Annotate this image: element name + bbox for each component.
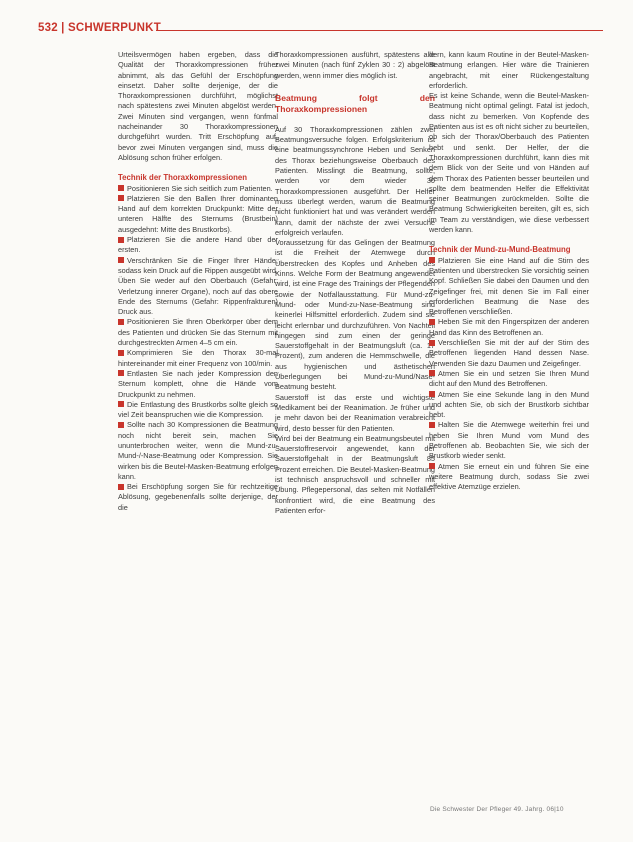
page-footer: Die Schwester Der Pfleger 49. Jahrg. 06|10: [430, 806, 564, 813]
col1-bullet: Entlasten Sie nach jeder Kompression den Sternum komplett, ohne die Hände vom Druckpunkt zu nehmen.: [118, 368, 278, 399]
col1-bullet: Platzieren Sie den Ballen Ihrer dominanten Hand auf dem korrekten Druckpunkt: Mitte der unteren Hälfte des Sternums (Brustbein) ausgedehnt: Mitte des Brustkorbs).: [118, 193, 278, 234]
col3-technique-heading: Technik der Mund-zu-Mund-Beatmung: [429, 245, 571, 255]
page-header: [38, 22, 603, 40]
col2-paragraph: Sauerstoff ist das erste und wichtigste Medikament bei der Reanimation. Je früher und je mehr davon bei der Reanimation verabreicht wird, desto besser für den Patienten.: [275, 392, 435, 433]
col1-intro: Urteilsvermögen haben ergeben, dass die Qualität der Thoraxkompressionen früher abnimmt, als das Gefühl der Erschöpfung einsetzt. Daher sollte derjenige, der die Thoraxkompressionen durchführt, möglichst nach spätestens zwei Minuten abgelöst werden. Zwei Minuten sind vergangen, wenn fünfmal nacheinander 30 Thoraxkompressionen durchgeführt wurden. Tritt Erschöpfung auf, bevor zwei Minuten vergangen sind, muss die Ablösung schon früher erfolgen.: [118, 50, 278, 162]
col2-section-title: Beatmung folgt den Thoraxkompressionen: [275, 92, 435, 114]
col1-bullet: Die Entlastung des Brustkorbs sollte gleich so viel Zeit beanspruchen wie die Kompression.: [118, 399, 278, 420]
col1-bullet: Positionieren Sie Ihren Oberkörper über dem des Patienten und drücken Sie das Sternum mit durchgestreckten Armen 4–5 cm ein.: [118, 317, 278, 348]
col3-bullet: Atmen Sie eine Sekunde lang in den Mund und achten Sie, ob sich der Brustkorb sichtbar hebt.: [429, 389, 589, 420]
col2-paragraph: Voraussetzung für das Gelingen der Beatmung ist die Freiheit der Atemwege durch Überstrecken des Kopfes und Anheben des Kinns. Welche Form der Beatmung angewendet wird, ist eine Frage des Trainings der Pflegenden sowie der Notfallausstattung. Für Mund-zu-Mund- oder Mund-zu-Nase-Beatmung sind keinerlei Hilfsmittel erforderlich. Zudem sind sie leicht erlernbar und durchzuführen. Von Nachteil hingegen sind zum einen der geringe Sauerstoffgehalt in der Beatmungsluft (ca. 17 Prozent), zum anderen die Hemmschwelle, die aus hygienischen und ästhetischen Überlegungen bei Mund-zu-Mund/Nase-Beatmung besteht.: [275, 238, 435, 392]
header-rule: [156, 30, 603, 31]
col1-bullet: Platzieren Sie die andere Hand über der ersten.: [118, 235, 278, 255]
col3-bullet: Atmen Sie erneut ein und führen Sie eine weitere Beatmung durch, sodass Sie zwei effektive Atemzüge erzielen.: [429, 461, 589, 492]
column-3: [429, 50, 589, 492]
col2-paragraph: Wird bei der Beatmung ein Beatmungsbeutel mit Sauerstoffreservoir angewendet, kann der Sauerstoffgehalt in der Beatmungsluft 85 Prozent erreichen. Die Beutel-Masken-Beatmung ist technisch anspruchsvoll und schneller mit Übung. Pflegepersonal, das selten mit Notfällen konfrontiert wird, die eine Beatmung des Patienten erfor-: [275, 433, 436, 515]
col3-bullet: Halten Sie die Atemwege weiterhin frei und heben Sie Ihren Mund vom Mund des Betroffenen ab. Beobachten Sie, wie sich der Brustkorb wieder senkt.: [429, 420, 589, 461]
page-header-label: 532 | SCHWERPUNKT: [38, 22, 161, 34]
col1-bullet: Bei Erschöpfung sorgen Sie für rechtzeitige Ablösung, gegebenenfalls sollte derjenige, der die: [118, 482, 278, 512]
column-1: [118, 50, 278, 513]
col3-bullet: Atmen Sie ein und setzen Sie Ihren Mund dicht auf den Mund des Betroffenen.: [429, 368, 589, 389]
column-2: [275, 50, 435, 516]
col3-bullet: Heben Sie mit den Fingerspitzen der anderen Hand das Kinn des Betroffenen an.: [429, 317, 589, 337]
col1-technique-heading: Technik der Thoraxkompressionen: [118, 173, 247, 183]
col2-paragraph: Auf 30 Thoraxkompressionen zählen zwei Beatmungsversuche folgen. Erfolgskriterium ist eine beatmungssynchrone Heben und Senken des Thorax beziehungsweise Oberbauch des Patienten. Misslingt die Beatmung, sollte, werden vor dem wieder 30 Thoraxkompressionen ausgeführt. Der Helfer muss überlegt werden, warum die Beatmung nicht funktioniert hat und was verändert werden kann, damit der nächste der zwei Versuche erfolgreich verlaufen.: [275, 124, 435, 237]
col1-bullet: Positionieren Sie sich seitlich zum Patienten.: [118, 184, 278, 194]
col1-bullet: Sollte nach 30 Kompressionen die Beatmung noch nicht bereit sein, machen Sie ununterbrochen weiter, wenn die Mund-zu-Mund-/-Nase-Beatmung oder Kompression. Sie wirken bis die Beutel-Masken-Beatmung erfolgen kann.: [118, 420, 279, 481]
col1-bullet: Komprimieren Sie den Thorax 30-mal hintereinander mit einer Frequenz von 100/min.: [118, 348, 278, 368]
col3-bullet: Verschließen Sie mit der auf der Stirn des Betroffenen liegenden Hand dessen Nase. Verwenden Sie dazu Daumen und Zeigefinger.: [429, 338, 589, 368]
col3-paragraph: Es ist keine Schande, wenn die Beutel-Masken-Beatmung nicht optimal gelingt. Fatal ist jedoch, dass nicht zu bemerken. Von Kopfende des Patienten aus ist es oft nicht sicher zu beurteilen, ob sich der Thorax/Oberbauch des Patienten hebt und senkt. Der Helfer, der die Thoraxkompressionen durchführt, kann dies mit dem Blick von der Seite und von Händen auf dem Thorax des Patienten besser beurteilen und sollte dem beatmenden Helfer die Effektivität seiner Beatmungen zurückmelden. Sollte die Beatmung Schwierigkeiten bereiten, gilt es, sich im Team zu verständigen, wie diese verbessert werden kann.: [429, 91, 589, 235]
col3-bullet: Platzieren Sie eine Hand auf die Stirn des Patienten und überstrecken Sie vorsichtig seinen Kopf. Schließen Sie dabei den Daumen und den Zeigefinger frei, mit denen Sie im Fall einer erforderlichen Beatmung die Nase des Betroffenen verschließen.: [429, 255, 589, 317]
col3-paragraph: dern, kann kaum Routine in der Beutel-Masken-Beatmung erlangen. Hier wäre die Trainieren angebracht, mit einer Rückengestaltung erforderlich.: [429, 50, 589, 90]
col1-bullet: Verschränken Sie die Finger Ihrer Hände, sodass kein Druck auf die Rippen ausgeübt wird. Üben Sie weder auf den Oberbauch (Gefahr: Verletzung innerer Organe), noch auf das obere Ende des Sternums (Gefahr: Rippenfrakturen) Druck aus.: [118, 255, 278, 317]
col2-intro: Thoraxkompressionen ausführt, spätestens alle zwei Minuten (nach fünf Zyklen 30 : 2) abgelöst werden, wenn immer dies möglich ist.: [275, 50, 435, 80]
